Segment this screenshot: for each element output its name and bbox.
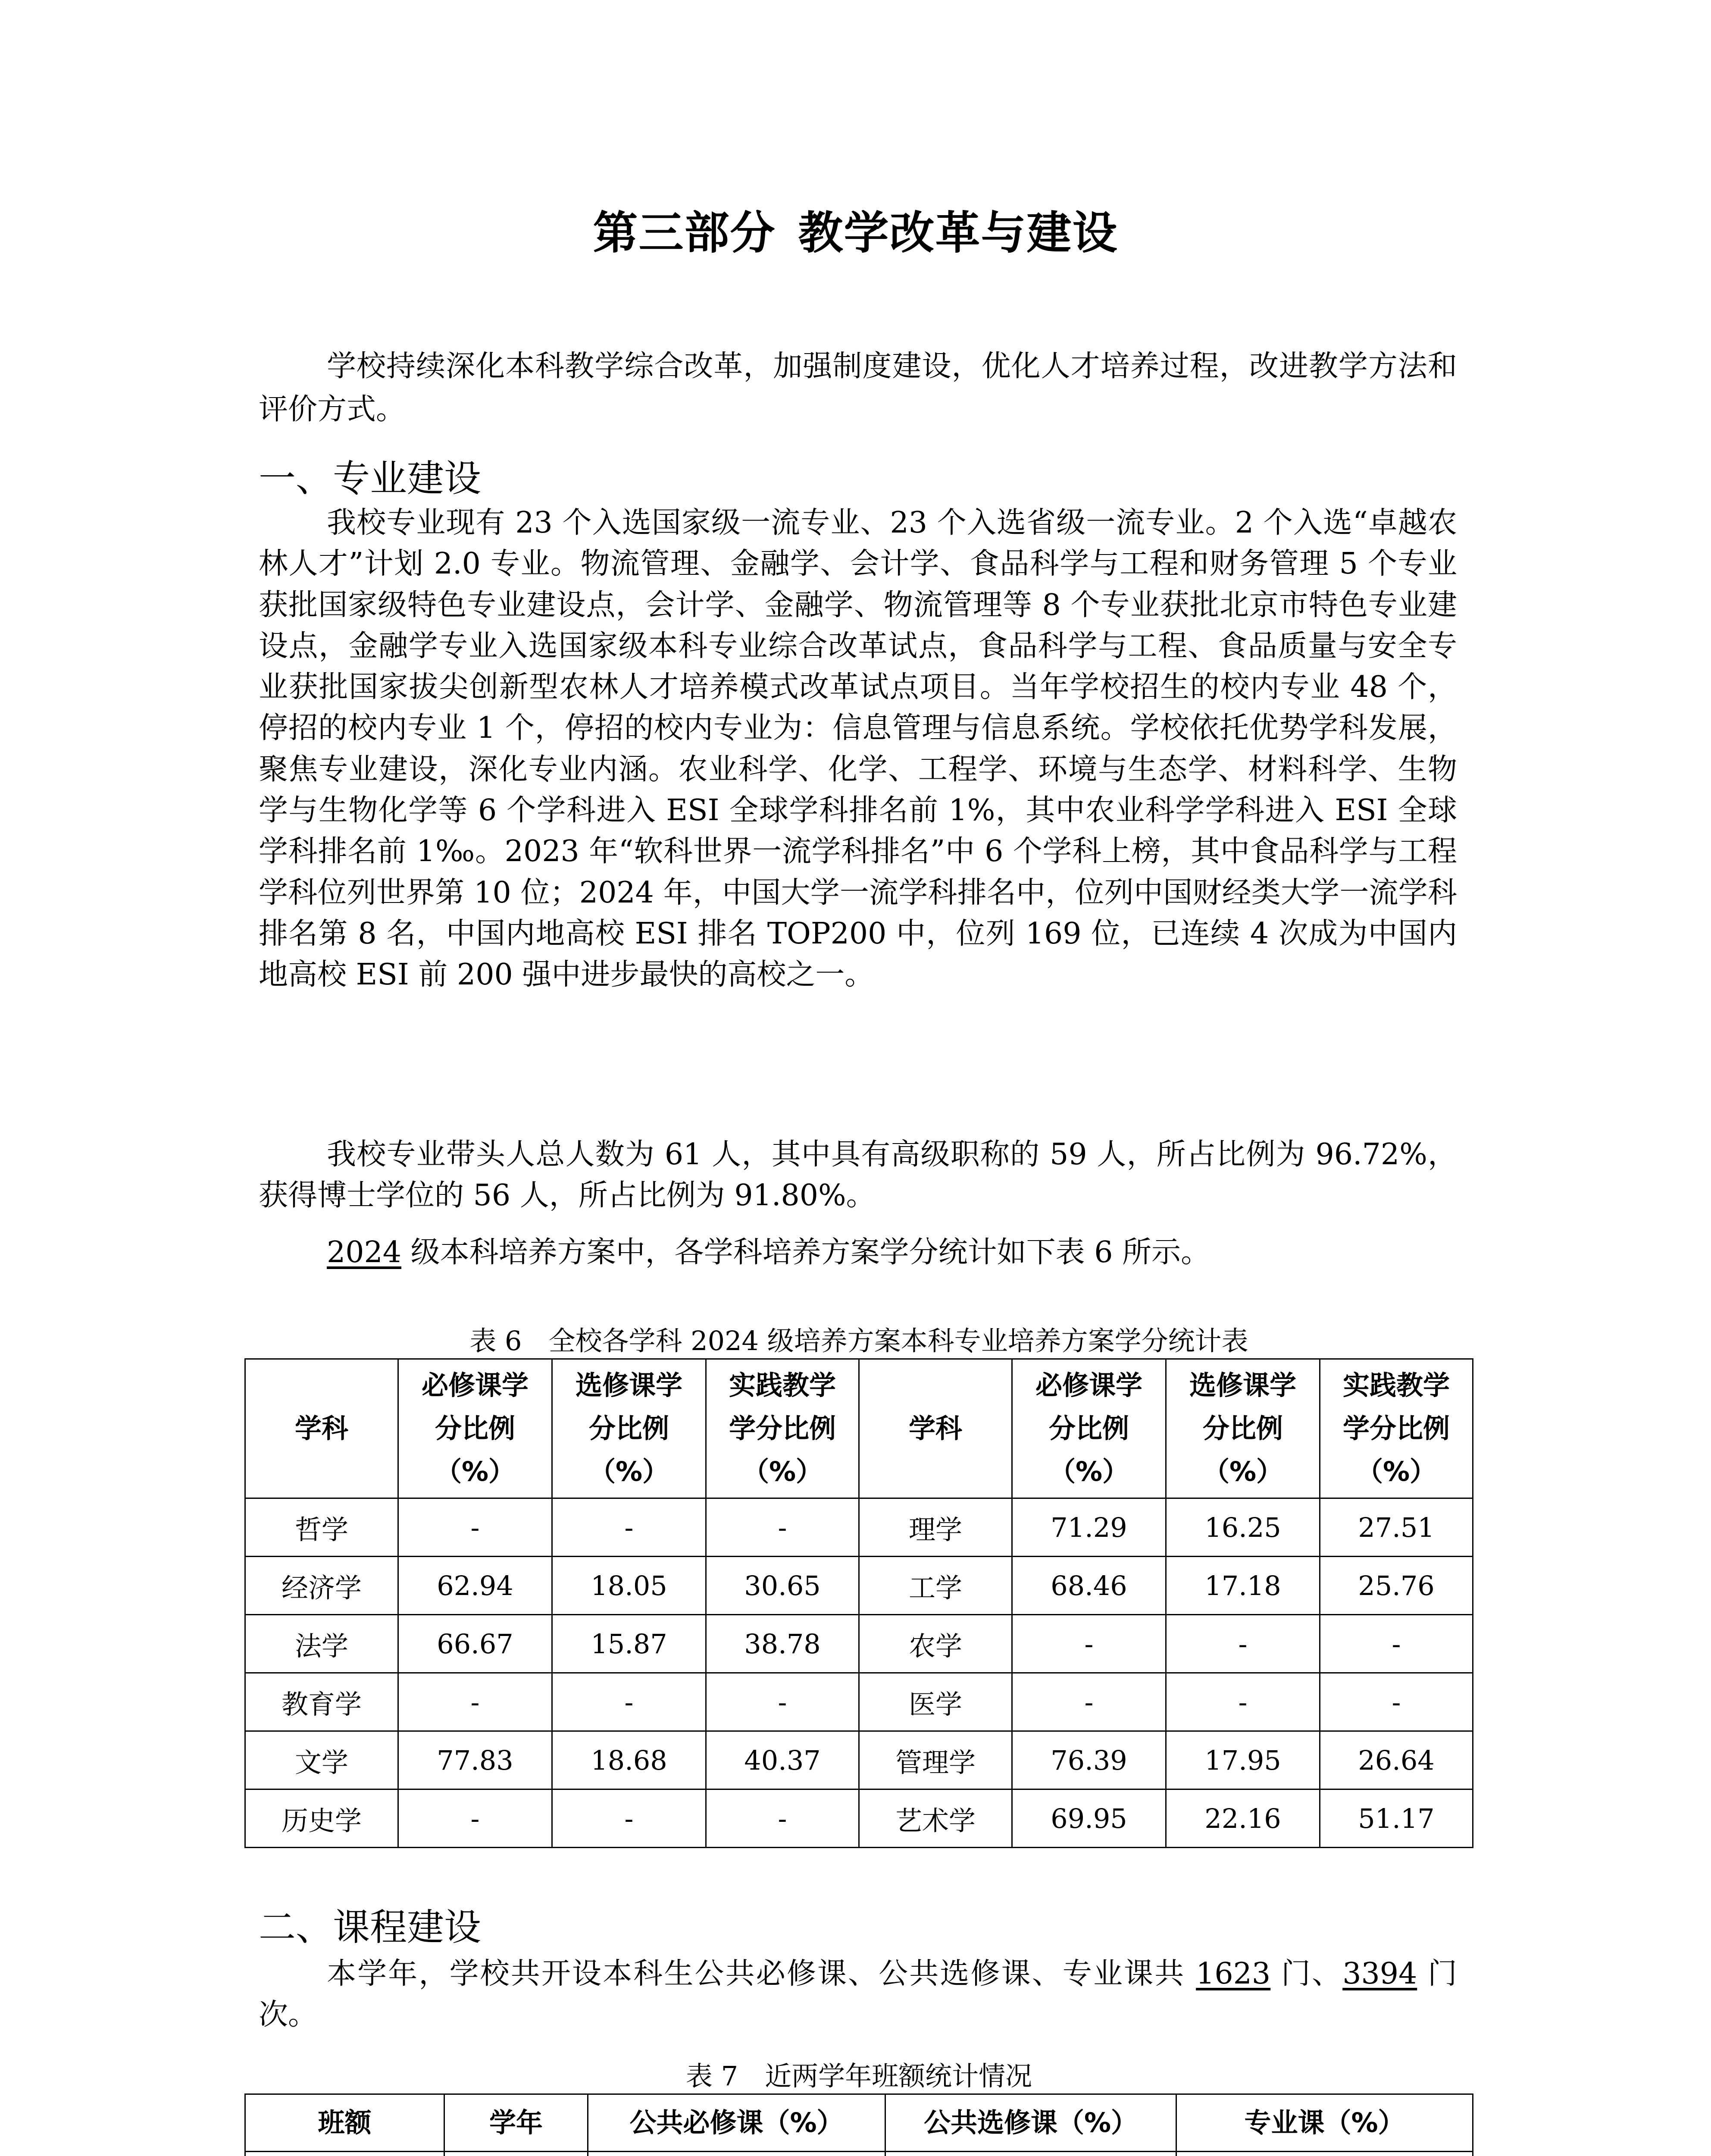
table-cell: - bbox=[398, 1789, 552, 1848]
header-academic-year: 学年 bbox=[444, 2094, 588, 2152]
table-cell: - bbox=[1012, 1673, 1166, 1731]
table-cell: 文学 bbox=[245, 1731, 398, 1789]
header-required-credit: 必修课学 分比例 （%） bbox=[398, 1359, 552, 1498]
table-cell: - bbox=[1166, 1615, 1320, 1673]
section2-heading: 二、课程建设 bbox=[259, 1906, 481, 1949]
table-cell: 工学 bbox=[859, 1557, 1012, 1615]
table7-header-row bbox=[245, 2094, 1473, 2152]
title-part: 第三部分 bbox=[593, 207, 776, 259]
table-row bbox=[245, 1789, 1473, 1848]
header-public-elective: 公共选修课（%） bbox=[885, 2094, 1176, 2152]
credit-statistics-table bbox=[244, 1358, 1473, 1848]
section1-paragraph-3 bbox=[259, 1231, 1457, 1274]
table-cell: 17.95 bbox=[1166, 1731, 1320, 1789]
table-cell: 25.76 bbox=[1320, 1557, 1473, 1615]
table-cell: 26.64 bbox=[1320, 1731, 1473, 1789]
table-row bbox=[245, 1557, 1473, 1615]
header-subject: 学科 bbox=[859, 1359, 1012, 1498]
table-cell: 哲学 bbox=[245, 1498, 398, 1557]
header-elective-credit: 选修课学 分比例 （%） bbox=[552, 1359, 706, 1498]
header-class-size: 班额 bbox=[245, 2094, 444, 2152]
header-public-required: 公共必修课（%） bbox=[588, 2094, 885, 2152]
header-practice-credit: 实践教学 学分比例 （%） bbox=[706, 1359, 859, 1498]
course-count: 1623 bbox=[1196, 1957, 1271, 1991]
table-cell: 18.05 bbox=[552, 1557, 706, 1615]
table-cell: 17.18 bbox=[1166, 1557, 1320, 1615]
table-cell: - bbox=[706, 1498, 859, 1557]
table6-caption: 表 6 全校各学科 2024 级培养方案本科专业培养方案学分统计表 bbox=[469, 1325, 1248, 1357]
table-row bbox=[245, 1498, 1473, 1557]
table-cell: 法学 bbox=[245, 1615, 398, 1673]
section1-paragraph-3-text: 级本科培养方案中，各学科培养方案学分统计如下表 6 所示。 bbox=[401, 1235, 1211, 1269]
table-cell: 30.65 bbox=[706, 1557, 859, 1615]
table-cell bbox=[444, 2152, 588, 2156]
section1-paragraph-2: 我校专业带头人总人数为 61 人，其中具有高级职称的 59 人，所占比例为 96.72%，获得博士学位的 56 人，所占比例为 91.80%。 bbox=[259, 1138, 1457, 1213]
table-cell: 教育学 bbox=[245, 1673, 398, 1731]
table-cell: 69.95 bbox=[1012, 1789, 1166, 1848]
table-cell: 理学 bbox=[859, 1498, 1012, 1557]
table-cell: 27.51 bbox=[1320, 1498, 1473, 1557]
table-cell: 62.94 bbox=[398, 1557, 552, 1615]
table-cell: 医学 bbox=[859, 1673, 1012, 1731]
table-cell: 40.37 bbox=[706, 1731, 859, 1789]
table-cell: 艺术学 bbox=[859, 1789, 1012, 1848]
table-cell bbox=[245, 2152, 444, 2156]
table-cell: 经济学 bbox=[245, 1557, 398, 1615]
header-subject: 学科 bbox=[245, 1359, 398, 1498]
table-cell: - bbox=[1320, 1673, 1473, 1731]
table-row bbox=[245, 1673, 1473, 1731]
table-cell: 15.87 bbox=[552, 1615, 706, 1673]
table-cell: 38.78 bbox=[706, 1615, 859, 1673]
table-cell: 71.29 bbox=[1012, 1498, 1166, 1557]
table-cell: 76.39 bbox=[1012, 1731, 1166, 1789]
section2-paragraph: 本学年，学校共开设本科生公共必修课、公共选修课、专业课共 1623 门、3394 门次。 bbox=[259, 1957, 1457, 2032]
page-title bbox=[0, 203, 1711, 263]
table-cell bbox=[588, 2152, 885, 2156]
class-size-table bbox=[244, 2093, 1473, 2156]
section1-paragraph-1: 我校专业现有 23 个入选国家级一流专业、23 个入选省级一流专业。2 个入选“卓越农林人才”计划 2.0 专业。物流管理、金融学、会计学、食品科学与工程和财务管理 5 个专业获批国家级特色专业建设点，会计学、金融学、物流管理等 8 个专业获批北京市特色专业建设点，金融学专业入选国家级本科专业综合改革试点，食品科学与工程、食品质量与安全专业获批国家拔尖创新型农林人才培养模式改革试点项目。当年学校招生的校内专业 48 个，停招的校内专业 1 个，停招的校内专业为：信息管理与信息系统。学校依托优势学科发展，聚焦专业建设，深化专业内涵。农业科学、化学、工程学、环境与生态学、材料科学、生物学与生物化学等 6 个学科进入 ESI 全球学科排名前 1%，其中农业科学学科进入 ESI 全球学科排名前 1‰。2023 年“软科世界一流学科排名”中 6 个学科上榜，其中食品科学与工程学科位列世界第 10 位；2024 年，中国大学一流学科排名中，位列中国财经类大学一流学科排名第 8 名，中国内地高校 ESI 排名 TOP200 中，位列 169 位，已连续 4 次成为中国内地高校 ESI 前 200 强中进步最快的高校之一。 bbox=[259, 506, 1457, 992]
table-cell: 66.67 bbox=[398, 1615, 552, 1673]
table-cell: - bbox=[1012, 1615, 1166, 1673]
table-cell: 历史学 bbox=[245, 1789, 398, 1848]
title-name: 教学改革与建设 bbox=[798, 207, 1118, 259]
table-cell: 22.16 bbox=[1166, 1789, 1320, 1848]
table-cell: 51.17 bbox=[1320, 1789, 1473, 1848]
table-row bbox=[245, 2152, 1473, 2156]
table-cell: 77.83 bbox=[398, 1731, 552, 1789]
table-cell: - bbox=[552, 1673, 706, 1731]
year-2024: 2024 bbox=[327, 1235, 402, 1269]
section1-heading: 一、专业建设 bbox=[259, 457, 481, 500]
course-times-count: 3394 bbox=[1342, 1957, 1417, 1991]
table-cell: - bbox=[552, 1789, 706, 1848]
table-cell: - bbox=[1320, 1615, 1473, 1673]
table-cell bbox=[1176, 2152, 1473, 2156]
header-elective-credit: 选修课学 分比例 （%） bbox=[1166, 1359, 1320, 1498]
table-cell: 农学 bbox=[859, 1615, 1012, 1673]
table-cell: - bbox=[398, 1673, 552, 1731]
table6-header-row bbox=[245, 1359, 1473, 1498]
table-cell: 16.25 bbox=[1166, 1498, 1320, 1557]
header-practice-credit: 实践教学 学分比例 （%） bbox=[1320, 1359, 1473, 1498]
table-cell: 68.46 bbox=[1012, 1557, 1166, 1615]
table-row bbox=[245, 1615, 1473, 1673]
intro-paragraph: 学校持续深化本科教学综合改革，加强制度建设，优化人才培养过程，改进教学方法和评价方式。 bbox=[259, 349, 1457, 426]
header-major-course: 专业课（%） bbox=[1176, 2094, 1473, 2152]
table-cell: - bbox=[398, 1498, 552, 1557]
table-cell: - bbox=[706, 1789, 859, 1848]
table-cell: - bbox=[1166, 1673, 1320, 1731]
table-cell: 管理学 bbox=[859, 1731, 1012, 1789]
table-cell: 18.68 bbox=[552, 1731, 706, 1789]
header-required-credit: 必修课学 分比例 （%） bbox=[1012, 1359, 1166, 1498]
table-row bbox=[245, 1731, 1473, 1789]
table-cell: - bbox=[552, 1498, 706, 1557]
table-cell bbox=[885, 2152, 1176, 2156]
table7-caption: 表 7 近两学年班额统计情况 bbox=[685, 2060, 1032, 2092]
table-cell: - bbox=[706, 1673, 859, 1731]
